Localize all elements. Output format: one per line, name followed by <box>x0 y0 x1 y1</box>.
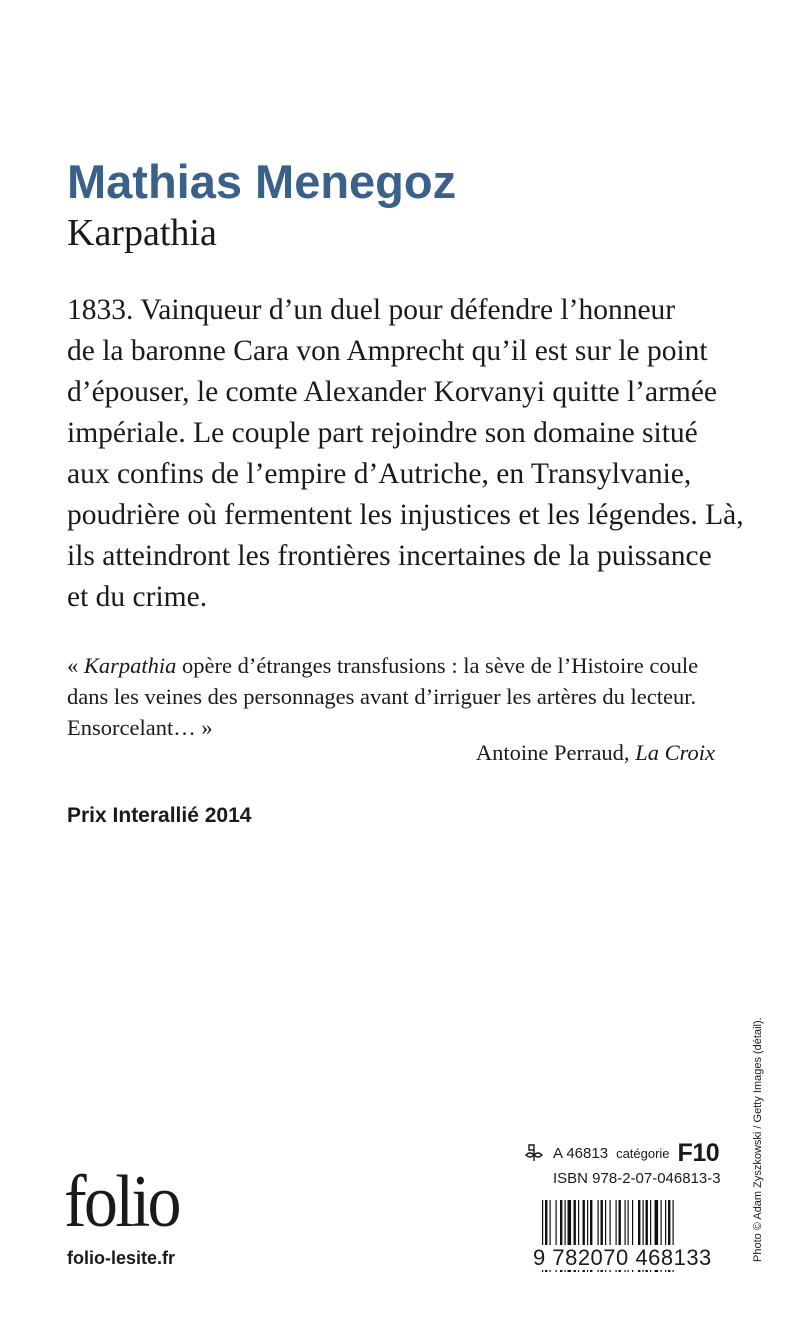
quote-open-mark: « <box>67 653 84 678</box>
author-name: Mathias Menegoz <box>67 155 457 208</box>
photo-credit: Photo © Adam Zyszkowski / Getty Images (détail). <box>752 1017 764 1262</box>
folio-logo: folio <box>64 1161 179 1243</box>
barcode-digits: 9 782070 468133 <box>533 1245 712 1270</box>
summary <box>67 290 747 618</box>
summary-line: poudrière où fermentent les injustices et les légendes. Là, <box>67 499 744 531</box>
quote-text: opère d’étranges transfusions : la sève de l’Histoire coule <box>176 653 699 678</box>
summary-line: aux confins de l’empire d’Autriche, en Transylvanie, <box>67 458 692 490</box>
summary-line: d’épouser, le comte Alexander Korvanyi quitte l’armée <box>67 376 718 408</box>
summary-line: de la baronne Cara von Amprecht qu’il est sur le point <box>67 335 708 367</box>
summary-line: ils atteindront les frontières incertaines de la puissance <box>67 540 712 572</box>
publisher-website: folio-lesite.fr <box>67 1248 176 1268</box>
catalog-row <box>523 1137 719 1169</box>
summary-line: et du crime. <box>67 581 208 613</box>
category-label: catégorie <box>616 1145 670 1161</box>
quote-line <box>67 650 727 681</box>
quote-line: Ensorcelant… » <box>67 715 213 740</box>
quote-italic-title: Karpathia <box>83 653 177 678</box>
catalog-code: A 46813 <box>553 1144 609 1162</box>
gallimard-icon <box>523 1142 545 1164</box>
prize-label: Prix Interallié 2014 <box>67 804 252 827</box>
category-code: F10 <box>677 1138 720 1167</box>
attribution-name: Antoine Perraud, <box>475 740 636 765</box>
quote-line: dans les veines des personnages avant d’irriguer les artères du lecteur. <box>67 684 697 709</box>
summary-line: impériale. Le couple part rejoindre son domaine situé <box>67 417 698 449</box>
book-title: Karpathia <box>67 212 217 254</box>
attribution-source: La Croix <box>635 740 715 765</box>
summary-line: 1833. Vainqueur d’un duel pour défendre l’honneur <box>67 294 676 326</box>
press-quote <box>67 650 727 743</box>
isbn: ISBN 978-2-07-046813-3 <box>553 1170 721 1187</box>
quote-attribution <box>476 737 715 768</box>
